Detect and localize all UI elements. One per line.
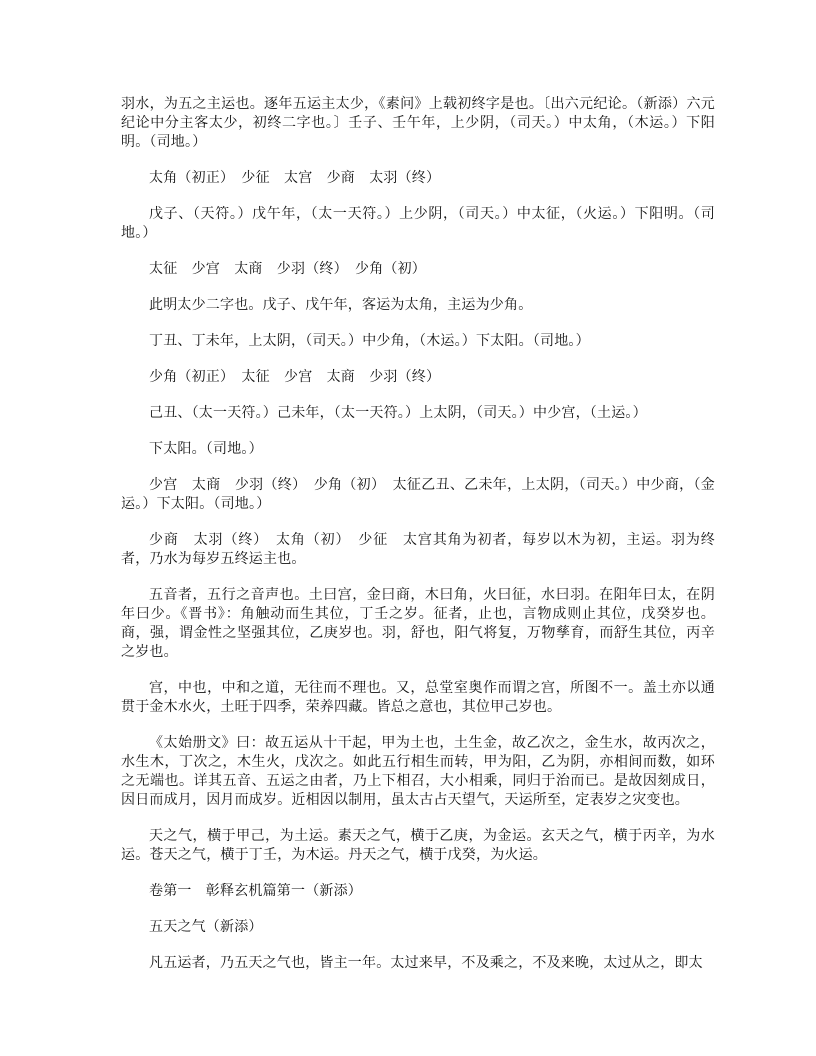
paragraph-yichou-yiwei-years: 少宫 太商 少羽（终） 少角（初） 太征乙丑、乙未年，上太阴，（司天。）中少商，（金运。）下太阳。（司地。） — [121, 477, 715, 512]
paragraph-jiao-chu-yu-zhong: 少商 太羽（终） 太角（初） 少征 太宫其角为初者，每岁以木为初，主运。羽为终者，乃水为每岁五终运主也。 — [121, 532, 715, 567]
paragraph-taishi-ce-wen: 《太始册文》曰：故五运从十干起，甲为土也，土生金，故乙次之，金生水，故丙次之，水生木，丁次之，木生火，戊次之。如此五行相生而转，甲为阳，乙为阴，亦相间而数，如环之无端也。详其五音、五运之由者，乃上下相召，大小相乘，同归于治而已。是故因刻成日，因日而成月，因月而成岁。近相因以制用，虽太古占天望气，天运所至，定表岁之灾变也。 — [121, 735, 715, 808]
paragraph-five-heavens-qi: 天之气，横于甲己，为土运。素天之气，横于乙庚，为金运。玄天之气，横于丙辛，为水运。苍天之气，横于丁壬，为木运。丹天之气，横于戊癸，为火运。 — [121, 828, 715, 863]
paragraph-five-movements-intro: 凡五运者，乃五天之气也，皆主一年。太过来早，不及乘之，不及来晚，太过从之，即太 — [149, 955, 703, 971]
chapter-heading: 卷第一 彰释玄机篇第一（新添） — [149, 883, 362, 899]
paragraph-explanation-tai-shao: 此明太少二字也。戊子、戊午年，客运为太角，主运为少角。 — [149, 297, 533, 313]
paragraph-xia-taiyang: 下太阳。（司地。） — [149, 441, 263, 457]
document-page — [121, 95, 715, 990]
paragraph-gong-definition: 宫，中也，中和之道，无往而不理也。又，总堂室奥作而谓之宫，所图不一。盖土亦以通贯于金木水火，土旺于四季，荣养四藏。皆总之意也，其位甲己岁也。 — [121, 680, 715, 715]
section-heading: 五天之气（新添） — [149, 919, 263, 935]
paragraph-continuation: 羽水，为五之主运也。逐年五运主太少，《素问》上载初终字是也。〔出六元纪论。（新添）六元纪论中分主客太少，初终二字也。〕壬子、壬午年，上少阴，（司天。）中太角，（木运。）下阳明。（司地。） — [121, 96, 715, 150]
paragraph-jichou-jiwei-years: 己丑、（太一天符。）己未年，（太一天符。）上太阴，（司天。）中少宫，（土运。） — [149, 405, 647, 421]
paragraph-wuzi-wuwu-years: 戊子、（天符。）戊午年，（太一天符。）上少阴，（司天。）中太征，（火运。）下阳明。（司地。） — [121, 206, 715, 241]
paragraph-dingchou-dingwei-years: 丁丑、丁未年，上太阴，（司天。）中少角，（木运。）下太阳。（司地。） — [149, 333, 590, 349]
paragraph-five-tones-sequence-3: 少角（初正） 太征 少宫 太商 少羽（终） — [149, 369, 441, 385]
paragraph-five-tones-definition: 五音者，五行之音声也。土曰宫，金曰商，木曰角，火曰征，水曰羽。在阳年曰太，在阴年曰少。《晋书》：角触动而生其位，丁壬之岁。征者，止也，言物成则止其位，戊癸岁也。商，强，谓金性之坚强其位，乙庚岁也。羽，舒也，阳气将复，万物孳育，而舒生其位，丙辛之岁也。 — [121, 587, 715, 660]
paragraph-five-tones-sequence-2: 太征 少宫 太商 少羽（终） 少角（初） — [149, 261, 426, 277]
paragraph-five-tones-sequence-1: 太角（初正） 少征 太宫 少商 太羽（终） — [149, 170, 441, 186]
